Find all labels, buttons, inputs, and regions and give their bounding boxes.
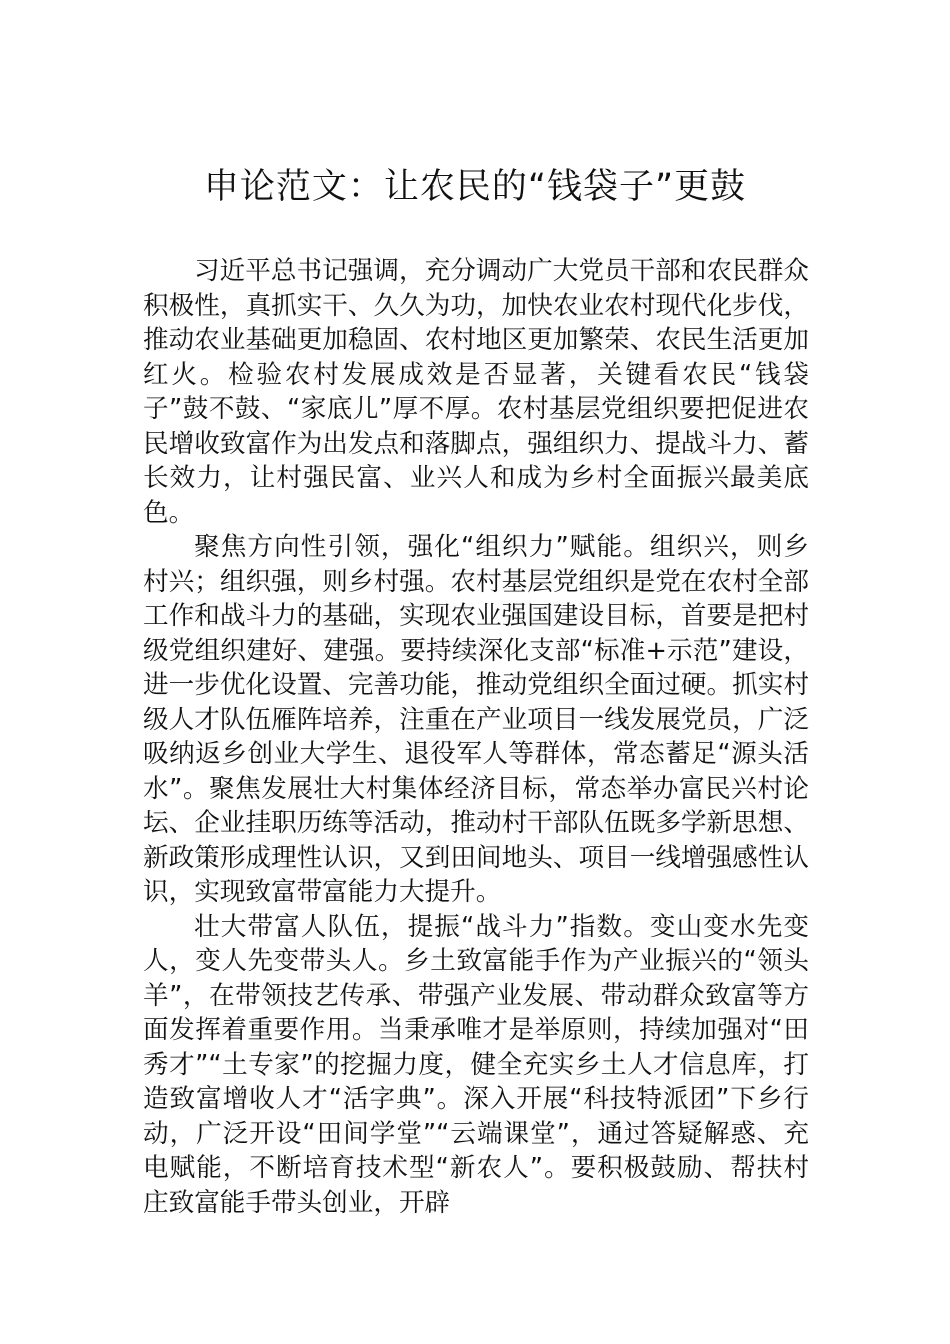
paragraph-2: 聚焦方向性引领，强化“组织力”赋能。组织兴，则乡村兴；组织强，则乡村强。农村基层党组织是党在农村全部工作和战斗力的基础，实现农业强国建设目标，首要是把村级党组织建好、建强。要持续深化支部“标准+示范”建设，进一步优化设置、完善功能，推动党组织全面过硬。抓实村级人才队伍雁阵培养，注重在产业项目一线发展党员，广泛吸纳返乡创业大学生、退役军人等群体，常态蓄足“源头活水”。聚焦发展壮大村集体经济目标，常态举办富民兴村论坛、企业挂职历练等活动，推动村干部队伍既多学新思想、新政策形成理性认识，又到田间地头、项目一线增强感性认识，实现致富带富能力大提升。 bbox=[143, 532, 809, 907]
document-title: 申论范文：让农民的“钱袋子”更鼓 bbox=[203, 167, 747, 207]
document-body bbox=[143, 254, 809, 1220]
paragraph-3: 壮大带富人队伍，提振“战斗力”指数。变山变水先变人，变人先变带头人。乡土致富能手作为产业振兴的“领头羊”，在带领技艺传承、带强产业发展、带动群众致富等方面发挥着重要作用。当秉承唯才是举原则，持续加强对“田秀才”“土专家”的挖掘力度，健全充实乡土人才信息库，打造致富增收人才“活字典”。深入开展“科技特派团”下乡行动，广泛开设“田间学堂”“云端课堂”，通过答疑解惑、充电赋能，不断培育技术型“新农人”。要积极鼓励、帮扶村庄致富能手带头创业，开辟 bbox=[143, 911, 809, 1218]
paragraph-1: 习近平总书记强调，充分调动广大党员干部和农民群众积极性，真抓实干、久久为功，加快农业农村现代化步伐，推动农业基础更加稳固、农村地区更加繁荣、农民生活更加红火。检验农村发展成效是否显著，关键看农民“钱袋子”鼓不鼓、“家底儿”厚不厚。农村基层党组织要把促进农民增收致富作为出发点和落脚点，强组织力、提战斗力、蓄长效力，让村强民富、业兴人和成为乡村全面振兴最美底色。 bbox=[143, 256, 809, 528]
